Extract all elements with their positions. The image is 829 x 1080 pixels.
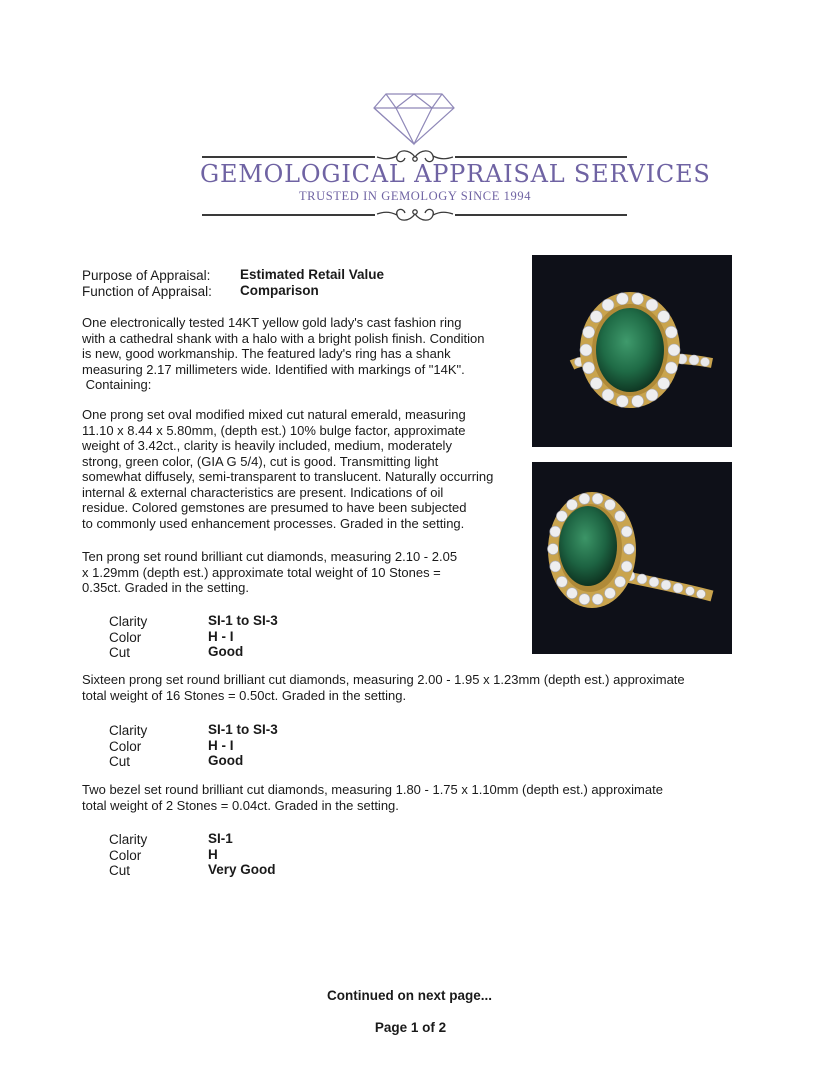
company-tagline: TRUSTED IN GEMOLOGY SINCE 1994 (298, 189, 532, 203)
text-line: Ten prong set round brilliant cut diamonds, measuring 2.10 - 2.05 (82, 549, 458, 564)
halo-diamond (556, 576, 567, 587)
halo-diamond (616, 293, 628, 305)
halo-diamond (605, 588, 616, 599)
halo-diamond (658, 377, 670, 389)
text-line: 0.35ct. Graded in the setting. (82, 580, 249, 595)
halo-diamond (615, 576, 626, 587)
cut-value: Good (208, 753, 244, 768)
clarity-value: SI-1 (208, 831, 233, 846)
text-line: Containing: (82, 377, 152, 392)
emerald-description (82, 407, 522, 531)
halo-diamond (621, 526, 632, 537)
halo-diamond (579, 493, 590, 504)
text-line: 11.10 x 8.44 x 5.80mm, (depth est.) 10% bulge factor, approximate (82, 422, 466, 438)
halo-diamond (548, 544, 559, 555)
page-number: Page 1 of 2 (374, 1020, 447, 1035)
color-label: Color (109, 630, 142, 645)
halo-diamond (592, 594, 603, 605)
text-line: measuring 2.17 millimeters wide. Identified with markings of "14K". (82, 361, 465, 377)
halo-diamond (602, 299, 614, 311)
halo-diamond (550, 526, 561, 537)
color-label: Color (109, 848, 142, 863)
text-line: Two bezel set round brilliant cut diamonds, measuring 1.80 - 1.75 x 1.10mm (depth est.) approximate (82, 782, 663, 797)
halo-diamond (579, 594, 590, 605)
halo-diamond (592, 493, 603, 504)
text-line: somewhat diffusely, semi-transparent to translucent. Naturally occurring (82, 469, 494, 484)
clarity-value: SI-1 to SI-3 (208, 613, 278, 628)
clarity-label: Clarity (109, 614, 148, 629)
halo-diamond (646, 299, 658, 311)
clarity-value: SI-1 to SI-3 (208, 722, 278, 737)
text-line: total weight of 16 Stones = 0.50ct. Graded in the setting. (82, 687, 407, 703)
cut-label: Cut (109, 754, 131, 769)
purpose-label: Purpose of Appraisal: (82, 268, 211, 283)
ring-description (82, 315, 522, 393)
halo-diamond (590, 377, 602, 389)
halo-diamond (632, 395, 644, 407)
diamond-logo-icon (372, 90, 456, 146)
halo-diamond (583, 362, 595, 374)
function-value: Comparison (240, 283, 319, 298)
cut-value: Good (208, 644, 244, 659)
text-line: total weight of 2 Stones = 0.04ct. Graded in the setting. (82, 797, 399, 813)
flourish-bottom-icon (375, 203, 455, 227)
color-label: Color (109, 739, 142, 754)
halo-diamond (583, 326, 595, 338)
halo-diamond (658, 311, 670, 323)
cut-label: Cut (109, 645, 131, 660)
color-value: H - I (208, 629, 234, 644)
diamond-group-3-description (82, 782, 782, 813)
halo-diamond (646, 389, 658, 401)
halo-diamond (668, 344, 680, 356)
text-line: is new, good workmanship. The featured lady's ring has a shank (82, 346, 451, 361)
halo-diamond (550, 561, 561, 572)
halo-diamond (602, 389, 614, 401)
text-line: strong, green color, (GIA G 5/4), cut is good. Transmitting light (82, 453, 439, 469)
clarity-label: Clarity (109, 723, 148, 738)
text-line: One electronically tested 14KT yellow gold lady's cast fashion ring (82, 315, 462, 330)
halo-diamond (665, 362, 677, 374)
diamond-group-2-description (82, 672, 782, 703)
halo-diamond (590, 311, 602, 323)
halo-diamond (624, 544, 635, 555)
color-value: H (208, 847, 218, 862)
text-line: x 1.29mm (depth est.) approximate total weight of 10 Stones = (82, 564, 441, 580)
cut-value: Very Good (208, 862, 276, 877)
halo-diamond (632, 293, 644, 305)
halo-diamond (615, 511, 626, 522)
color-value: H - I (208, 738, 234, 753)
continued-note: Continued on next page... (327, 988, 492, 1003)
diamond-group-1-description (82, 549, 522, 596)
purpose-value: Estimated Retail Value (240, 267, 385, 282)
halo-diamond (580, 344, 592, 356)
halo-diamond (621, 561, 632, 572)
clarity-label: Clarity (109, 832, 148, 847)
text-line: to commonly used enhancement processes. Graded in the setting. (82, 515, 465, 531)
ring-photo-side (532, 462, 732, 654)
ring-photo-top (532, 255, 732, 447)
halo-diamond (665, 326, 677, 338)
text-line: internal & external characteristics are present. Indications of oil (82, 484, 444, 500)
text-line: One prong set oval modified mixed cut natural emerald, measuring (82, 407, 466, 422)
text-line: residue. Colored gemstones are presumed to have been subjected (82, 500, 467, 515)
text-line: Sixteen prong set round brilliant cut diamonds, measuring 2.00 - 1.95 x 1.23mm (depth est.) approximate (82, 672, 685, 687)
halo-diamond (616, 395, 628, 407)
text-line: with a cathedral shank with a halo with a bright polish finish. Condition (82, 330, 485, 346)
text-line: weight of 3.42ct., clarity is heavily included, medium, moderately (82, 438, 452, 453)
function-label: Function of Appraisal: (82, 284, 212, 299)
halo-diamond (567, 588, 578, 599)
company-name: GEMOLOGICAL APPRAISAL SERVICES (200, 160, 711, 188)
cut-label: Cut (109, 863, 131, 878)
halo-diamond (605, 499, 616, 510)
